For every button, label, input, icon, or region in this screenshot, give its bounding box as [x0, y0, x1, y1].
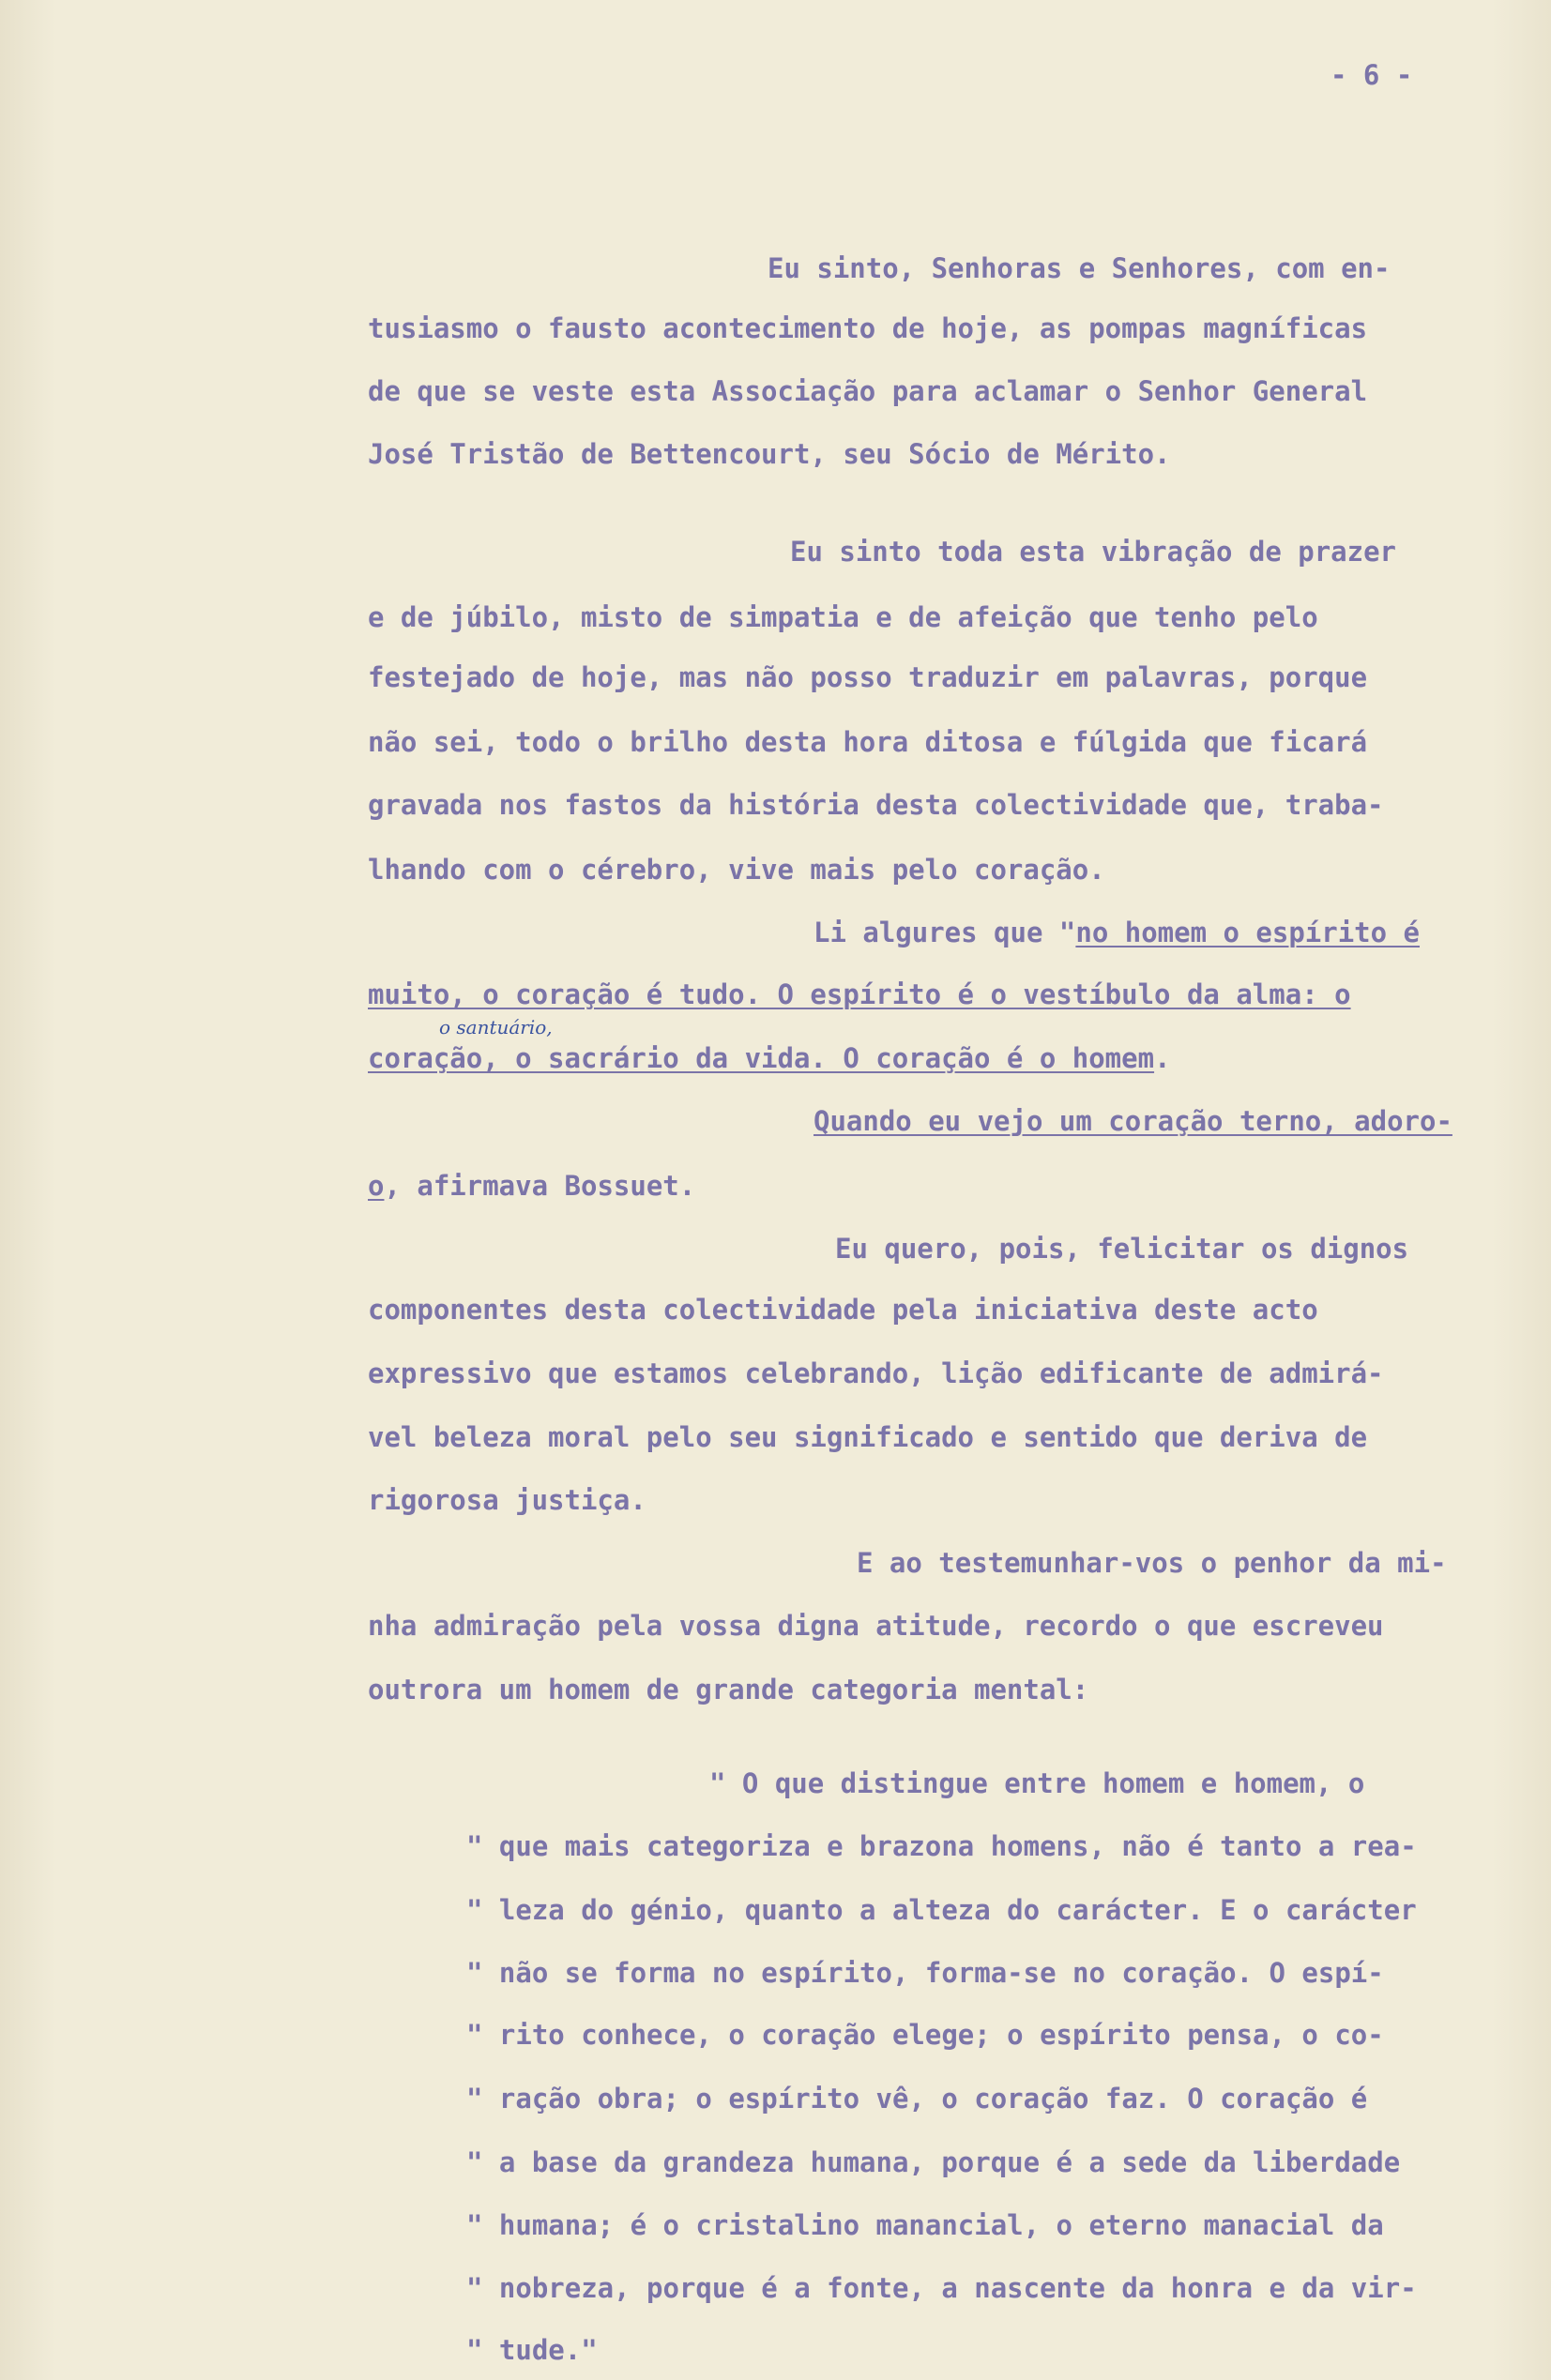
para1-line: José Tristão de Bettencourt, seu Sócio de Mérito.: [368, 438, 1171, 470]
para3-line-1: [814, 916, 1420, 949]
para3-intro: Li algures que ": [814, 917, 1076, 948]
page-number: - 6 -: [1331, 59, 1413, 91]
quote-line: " que mais categoriza e brazona homens, não é tanto a rea-: [466, 1830, 1417, 1862]
para5-line: expressivo que estamos celebrando, lição edificante de admirá-: [368, 1357, 1384, 1389]
quote-line: " nobreza, porque é a fonte, a nascente da honra e da vir-: [466, 2272, 1417, 2304]
para1-line: tusiasmo o fausto acontecimento de hoje, as pompas magníficas: [368, 312, 1368, 344]
para2-line: Eu sinto toda esta vibração de prazer: [790, 536, 1397, 568]
quote-line: " O que distingue entre homem e homem, o: [709, 1767, 1365, 1799]
attribution: , afirmava Bossuet.: [384, 1170, 696, 1202]
quote-line: " tude.": [466, 2334, 598, 2366]
para1-line: Eu sinto, Senhoras e Senhores, com en-: [768, 252, 1391, 284]
para2-line: não sei, todo o brilho desta hora ditosa e fúlgida que ficará: [368, 726, 1368, 758]
para5-line: Eu quero, pois, felicitar os dignos: [835, 1233, 1409, 1265]
para5-line: rigorosa justiça.: [368, 1484, 646, 1516]
para4-line-2: [368, 1169, 695, 1203]
quote-line: " não se forma no espírito, forma-se no coração. O espí-: [466, 1957, 1384, 1989]
quote-line: " leza do génio, quanto a alteza do carácter. E o carácter: [466, 1894, 1417, 1926]
underlined-quote: muito, o coração é tudo. O espírito é o vestíbulo da alma: o: [368, 978, 1351, 1010]
underlined-quote: coração, o sacrário da vida. O coração é o homem: [368, 1042, 1155, 1074]
para2-line: e de júbilo, misto de simpatia e de afeição que tenho pelo: [368, 601, 1318, 633]
quote-line: " rito conhece, o coração elege; o espírito pensa, o co-: [466, 2019, 1384, 2051]
para2-line: gravada nos fastos da história desta colectividade que, traba-: [368, 789, 1384, 821]
quote-line: " humana; é o cristalino manancial, o eterno manacial da: [466, 2209, 1384, 2241]
quote-line: " ração obra; o espírito vê, o coração faz. O coração é: [466, 2083, 1368, 2115]
underlined-quote: Quando eu vejo um coração terno, adoro-: [814, 1105, 1452, 1137]
period: .: [1154, 1042, 1171, 1074]
underlined-quote: no homem o espírito é: [1075, 917, 1421, 948]
para5-line: componentes desta colectividade pela iniciativa deste acto: [368, 1294, 1318, 1326]
para2-line: festejado de hoje, mas não posso traduzir em palavras, porque: [368, 661, 1368, 693]
para3-line-3: [368, 1041, 1171, 1075]
handwritten-correction: o santuário,: [439, 1016, 553, 1038]
para2-line: lhando com o cérebro, vive mais pelo coração.: [368, 854, 1105, 886]
para5-line: vel beleza moral pelo seu significado e sentido que deriva de: [368, 1421, 1368, 1453]
underlined-quote: o: [368, 1170, 385, 1202]
para6-line: E ao testemunhar-vos o penhor da mi-: [857, 1547, 1447, 1579]
para1-line: de que se veste esta Associação para aclamar o Senhor General: [368, 375, 1368, 407]
para6-line: nha admiração pela vossa digna atitude, recordo o que escreveu: [368, 1610, 1384, 1642]
para6-line: outrora um homem de grande categoria mental:: [368, 1674, 1089, 1705]
quote-line: " a base da grandeza humana, porque é a sede da liberdade: [466, 2146, 1401, 2178]
